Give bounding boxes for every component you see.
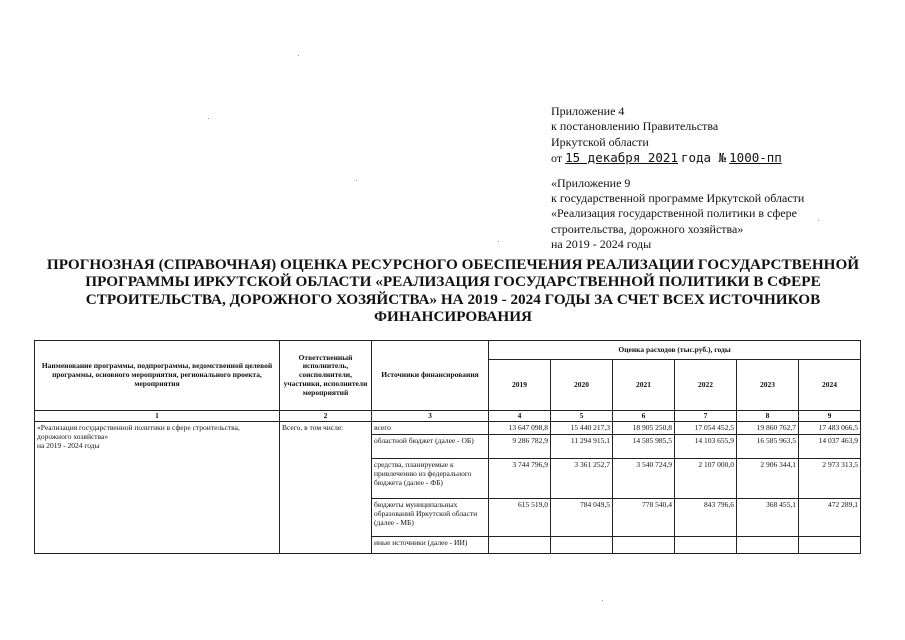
value-cell: 14 037 463,9 — [799, 435, 861, 459]
appendix-line-1: Приложение 4 — [551, 104, 625, 118]
value-cell — [489, 537, 551, 554]
value-cell: 11 294 915,1 — [551, 435, 613, 459]
value-cell — [613, 537, 675, 554]
title-line-1: ПРОГНОЗНАЯ (СПРАВОЧНАЯ) ОЦЕНКА РЕСУРСНОГО ОБЕСПЕЧЕНИЯ РЕАЛИЗАЦИИ ГОСУДАРСТВЕННОЙ — [46, 256, 860, 273]
appendix2-line-3: «Реализация государственной политики в сфере — [551, 206, 797, 221]
source-cell: средства, планируемые к привлечению из федерального бюджета (далее - ФБ) — [372, 459, 489, 499]
header-funding-sources: Источники финансирования — [372, 341, 489, 411]
decree-mid: года № — [680, 150, 727, 166]
header-year: 2021 — [613, 360, 675, 411]
value-cell: 14 585 985,5 — [613, 435, 675, 459]
scan-speck — [298, 55, 299, 56]
decree-prefix: от — [551, 151, 563, 166]
column-number: 1 — [35, 411, 280, 422]
value-cell: 778 540,4 — [613, 499, 675, 537]
column-number: 7 — [675, 411, 737, 422]
value-cell: 17 483 066,5 — [799, 422, 861, 435]
value-cell: 9 286 782,9 — [489, 435, 551, 459]
appendix2-line-5: на 2019 - 2024 годы — [551, 237, 652, 252]
value-cell: 19 860 762,7 — [737, 422, 799, 435]
appendix2-line-1: «Приложение 9 — [551, 175, 631, 190]
header-year: 2023 — [737, 360, 799, 411]
header-year: 2019 — [489, 360, 551, 411]
value-cell — [737, 537, 799, 554]
value-cell: 843 796,6 — [675, 499, 737, 537]
header-executor: Ответственный исполнитель, соисполнители, участники, исполнители мероприятий — [280, 341, 372, 411]
source-cell: всего — [372, 422, 489, 435]
scan-speck — [208, 118, 209, 119]
decree-number: 1000-пп — [729, 150, 782, 166]
scan-speck — [602, 600, 603, 601]
value-cell: 3 744 796,9 — [489, 459, 551, 499]
value-cell — [675, 537, 737, 554]
scan-speck — [498, 241, 499, 242]
title-line-3: СТРОИТЕЛЬСТВА, ДОРОЖНОГО ХОЗЯЙСТВА» НА 2019 - 2024 ГОДЫ ЗА СЧЕТ ВСЕХ ИСТОЧНИКОВ — [85, 290, 821, 308]
column-number: 5 — [551, 411, 613, 422]
value-cell: 16 585 963,5 — [737, 435, 799, 459]
header-estimate: Оценка расходов (тыс.руб.), годы — [489, 341, 861, 360]
value-cell: 14 103 655,9 — [675, 435, 737, 459]
column-number-row — [35, 411, 861, 422]
appendix-decree-line — [551, 150, 804, 166]
value-cell: 3 540 724,9 — [613, 459, 675, 499]
executor-cell: Всего, в том числе: — [280, 422, 372, 554]
header-program-name: Наименование программы, подпрограммы, ведомственной целевой программы, основного мероприятия, регионального проекта, мероприятия — [35, 341, 280, 411]
column-number: 3 — [372, 411, 489, 422]
header-year: 2024 — [799, 360, 861, 411]
document-title — [40, 256, 866, 325]
value-cell: 13 647 098,8 — [489, 422, 551, 435]
value-cell: 17 054 452,5 — [675, 422, 737, 435]
source-cell: областной бюджет (далее - ОБ) — [372, 435, 489, 459]
source-cell: иные источники (далее - ИИ) — [372, 537, 489, 554]
program-name-line: на 2019 - 2024 годы — [37, 441, 100, 450]
appendix2-line-4: строительства, дорожного хозяйства» — [551, 221, 744, 236]
column-number: 2 — [280, 411, 372, 422]
title-line-2: ПРОГРАММЫ ИРКУТСКОЙ ОБЛАСТИ «РЕАЛИЗАЦИЯ ГОСУДАРСТВЕННОЙ ПОЛИТИКИ В СФЕРЕ — [85, 273, 821, 291]
source-cell: бюджеты муниципальных образований Иркутской области (далее - МБ) — [372, 499, 489, 537]
value-cell: 368 455,1 — [737, 499, 799, 537]
title-line-4: ФИНАНСИРОВАНИЯ — [374, 307, 532, 325]
decree-date: 15 декабря 2021 — [565, 150, 678, 166]
column-number: 6 — [613, 411, 675, 422]
program-name-line: дорожного хозяйства» — [37, 432, 109, 441]
value-cell: 2 973 313,5 — [799, 459, 861, 499]
appendix2-line-2: к государственной программе Иркутской области — [551, 191, 805, 206]
scan-speck — [818, 220, 819, 221]
value-cell: 2 906 344,1 — [737, 459, 799, 499]
program-name-cell — [35, 422, 280, 554]
value-cell: 3 361 252,7 — [551, 459, 613, 499]
value-cell: 18 905 250,8 — [613, 422, 675, 435]
table-row — [35, 422, 861, 435]
value-cell: 615 519,0 — [489, 499, 551, 537]
program-name-line: «Реализация государственной политики в сфере строительства, — [37, 423, 240, 432]
value-cell: 15 440 217,3 — [551, 422, 613, 435]
header-year: 2020 — [551, 360, 613, 411]
value-cell — [551, 537, 613, 554]
scan-speck — [356, 180, 357, 181]
column-number: 8 — [737, 411, 799, 422]
budget-table — [34, 340, 861, 554]
value-cell: 2 107 000,0 — [675, 459, 737, 499]
value-cell: 472 289,1 — [799, 499, 861, 537]
column-number: 9 — [799, 411, 861, 422]
column-number: 4 — [489, 411, 551, 422]
appendix-line-3: Иркутской области — [551, 134, 649, 149]
appendix-block — [551, 104, 804, 253]
header-year: 2022 — [675, 360, 737, 411]
appendix-line-2: к постановлению Правительства — [551, 119, 719, 134]
value-cell: 784 049,5 — [551, 499, 613, 537]
value-cell — [799, 537, 861, 554]
